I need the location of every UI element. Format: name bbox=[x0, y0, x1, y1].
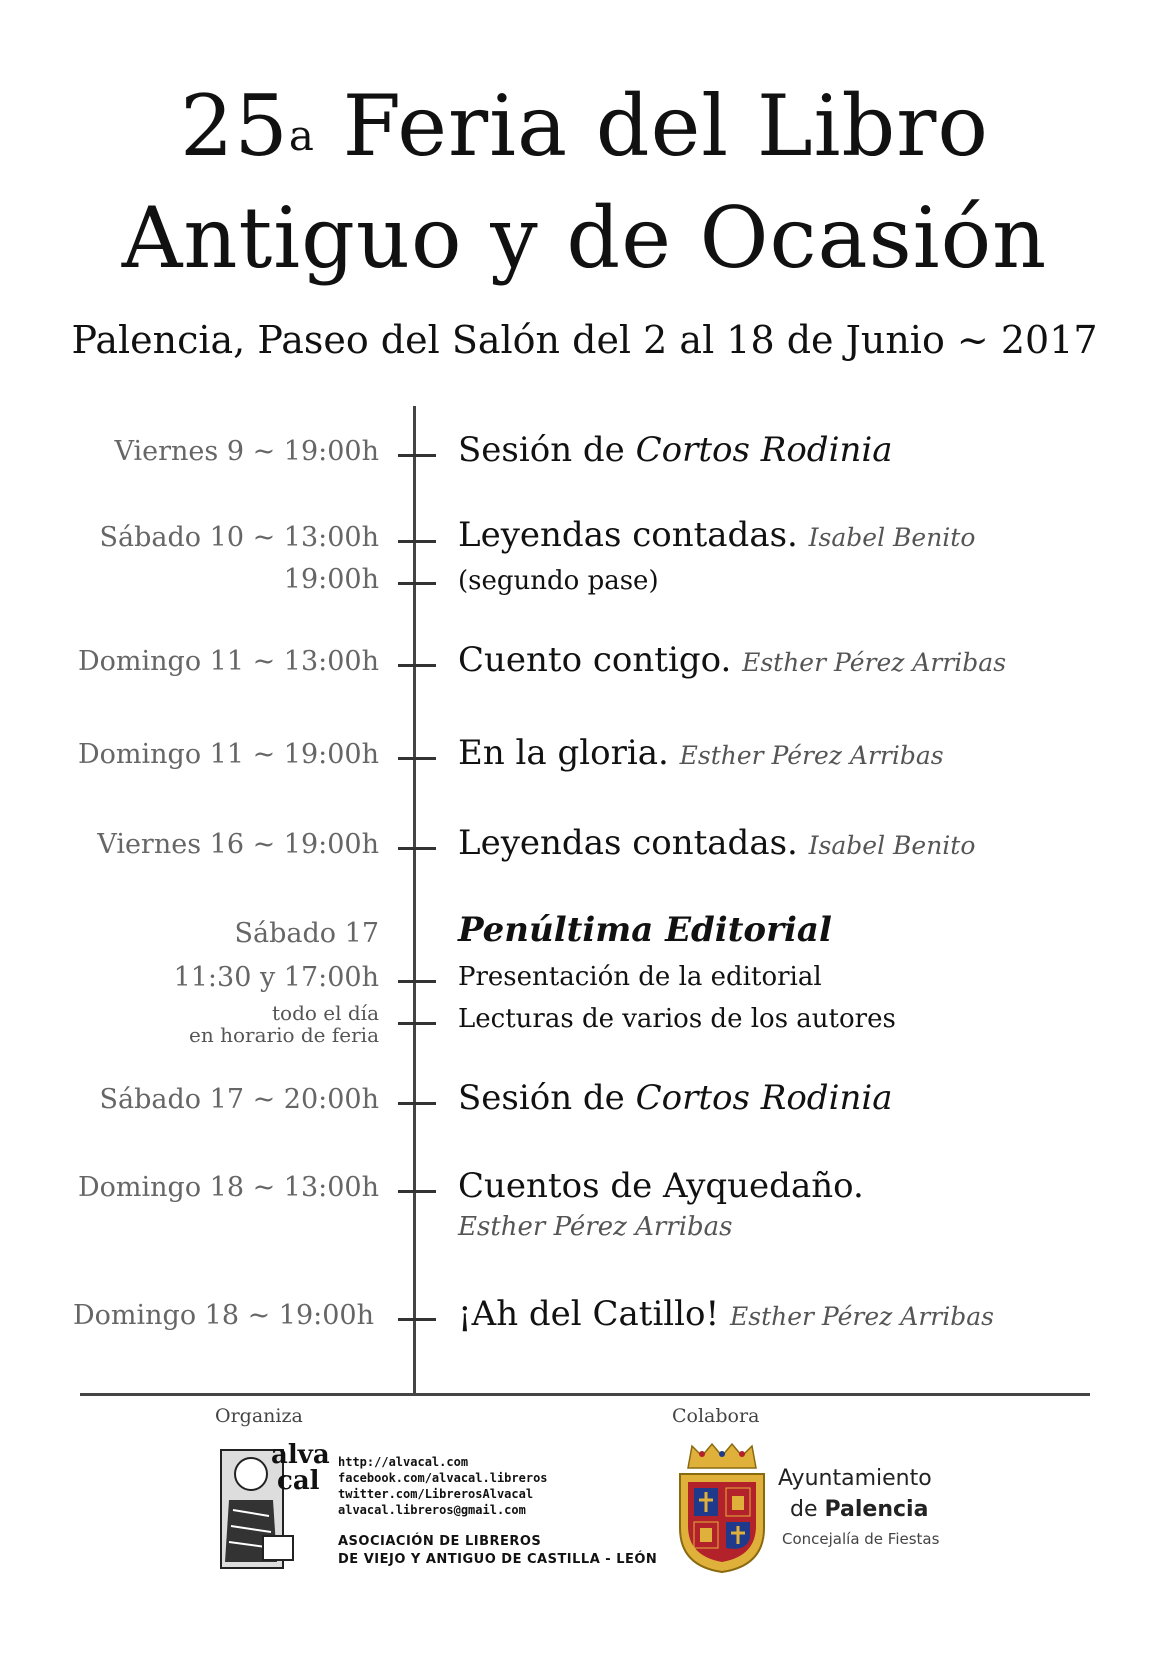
event-title bbox=[458, 515, 975, 555]
event-time: 11:30 y 17:00h bbox=[173, 962, 379, 993]
timeline-axis bbox=[413, 406, 416, 1393]
event-title bbox=[458, 733, 944, 773]
event-title bbox=[458, 823, 975, 863]
timeline-tick bbox=[398, 1318, 436, 1321]
organiza-label: Organiza bbox=[215, 1405, 303, 1427]
event-performer: Esther Pérez Arribas bbox=[730, 1302, 994, 1331]
ayuntamiento-line-2-prefix: de bbox=[790, 1497, 825, 1522]
palencia-shield-icon bbox=[672, 1440, 772, 1575]
event-title-prefix: Sesión de bbox=[458, 1078, 636, 1118]
event-time: Viernes 16 ~ 19:00h bbox=[97, 829, 379, 860]
event-title-italic: Cortos Rodinia bbox=[635, 430, 893, 470]
event-title-text: En la gloria. bbox=[458, 733, 669, 773]
event-time: Viernes 9 ~ 19:00h bbox=[114, 436, 379, 467]
event-title-text: ¡Ah del Catillo! bbox=[458, 1294, 720, 1334]
event-performer: Esther Pérez Arribas bbox=[742, 648, 1007, 677]
event-title: Lecturas de varios de los autores bbox=[458, 1004, 896, 1034]
event-title-text: Leyendas contadas. bbox=[458, 515, 798, 555]
timeline-tick bbox=[398, 1022, 436, 1025]
title-line-1 bbox=[0, 78, 1169, 174]
event-time: Sábado 10 ~ 13:00h bbox=[99, 522, 379, 553]
event-title: Penúltima Editorial bbox=[458, 910, 832, 950]
event-performer: Esther Pérez Arribas bbox=[679, 741, 944, 770]
event-time: Sábado 17 ~ 20:00h bbox=[99, 1084, 379, 1115]
timeline-tick bbox=[398, 980, 436, 983]
event-title-text: Leyendas contadas. bbox=[458, 823, 798, 863]
timeline-tick bbox=[398, 582, 436, 585]
concejalia-label: Concejalía de Fiestas bbox=[782, 1530, 940, 1548]
event-title: Presentación de la editorial bbox=[458, 962, 822, 992]
timeline-tick bbox=[398, 1190, 436, 1193]
ayuntamiento-line-2 bbox=[790, 1497, 928, 1522]
event-title: (segundo pase) bbox=[458, 566, 659, 596]
event-performer: Isabel Benito bbox=[808, 523, 976, 552]
link-twitter[interactable]: twitter.com/LibrerosAlvacal bbox=[338, 1487, 534, 1501]
event-title-prefix: Sesión de bbox=[458, 430, 636, 470]
link-email[interactable]: alvacal.libreros@gmail.com bbox=[338, 1503, 526, 1517]
footer-divider bbox=[80, 1393, 1090, 1396]
alvacal-logo bbox=[215, 1440, 330, 1572]
association-line-1: ASOCIACIÓN DE LIBREROS bbox=[338, 1534, 542, 1549]
event-title bbox=[458, 1294, 994, 1334]
timeline-tick bbox=[398, 847, 436, 850]
link-website[interactable]: http://alvacal.com bbox=[338, 1455, 469, 1469]
title-line-1-text: Feria del Libro bbox=[342, 77, 990, 175]
timeline-tick bbox=[398, 1102, 436, 1105]
event-time: Domingo 11 ~ 19:00h bbox=[78, 739, 379, 770]
ayuntamiento-line-1: Ayuntamiento bbox=[778, 1466, 932, 1491]
association-line-2: DE VIEJO Y ANTIGUO DE CASTILLA - LEÓN bbox=[338, 1552, 658, 1567]
event-title: Cuentos de Ayquedaño. bbox=[458, 1166, 864, 1206]
colabora-label: Colabora bbox=[672, 1405, 760, 1427]
event-time: Domingo 18 ~ 19:00h bbox=[73, 1300, 374, 1331]
event-performer: Esther Pérez Arribas bbox=[458, 1212, 733, 1242]
event-time: Sábado 17 bbox=[234, 918, 379, 949]
timeline-tick bbox=[398, 664, 436, 667]
subtitle: Palencia, Paseo del Salón del 2 al 18 de Junio ~ 2017 bbox=[71, 318, 1098, 362]
link-facebook[interactable]: facebook.com/alvacal.libreros bbox=[338, 1471, 548, 1485]
event-performer: Isabel Benito bbox=[808, 831, 976, 860]
event-title bbox=[458, 640, 1006, 680]
event-time-line-1: todo el día bbox=[272, 1001, 379, 1025]
event-time: Domingo 11 ~ 13:00h bbox=[78, 646, 379, 677]
timeline-tick bbox=[398, 540, 436, 543]
association-name bbox=[338, 1533, 657, 1569]
event-title-text: Cuento contigo. bbox=[458, 640, 732, 680]
ayuntamiento-city: Palencia bbox=[824, 1497, 929, 1522]
event-time bbox=[189, 1002, 379, 1046]
event-time: Domingo 18 ~ 13:00h bbox=[78, 1172, 379, 1203]
event-time-line-2: en horario de feria bbox=[189, 1023, 379, 1047]
contact-links bbox=[338, 1454, 548, 1518]
logo-text-2: cal bbox=[277, 1466, 320, 1496]
event-time: 19:00h bbox=[283, 564, 379, 595]
title-number: 25 bbox=[179, 77, 289, 175]
timeline-tick bbox=[398, 454, 436, 457]
event-title-italic: Cortos Rodinia bbox=[635, 1078, 893, 1118]
event-title bbox=[458, 430, 893, 470]
event-title bbox=[458, 1078, 893, 1118]
title-ordinal: a bbox=[288, 111, 315, 160]
logo-text-1: alva bbox=[271, 1440, 330, 1470]
timeline-tick bbox=[398, 757, 436, 760]
title-line-2: Antiguo y de Ocasión bbox=[121, 189, 1048, 287]
